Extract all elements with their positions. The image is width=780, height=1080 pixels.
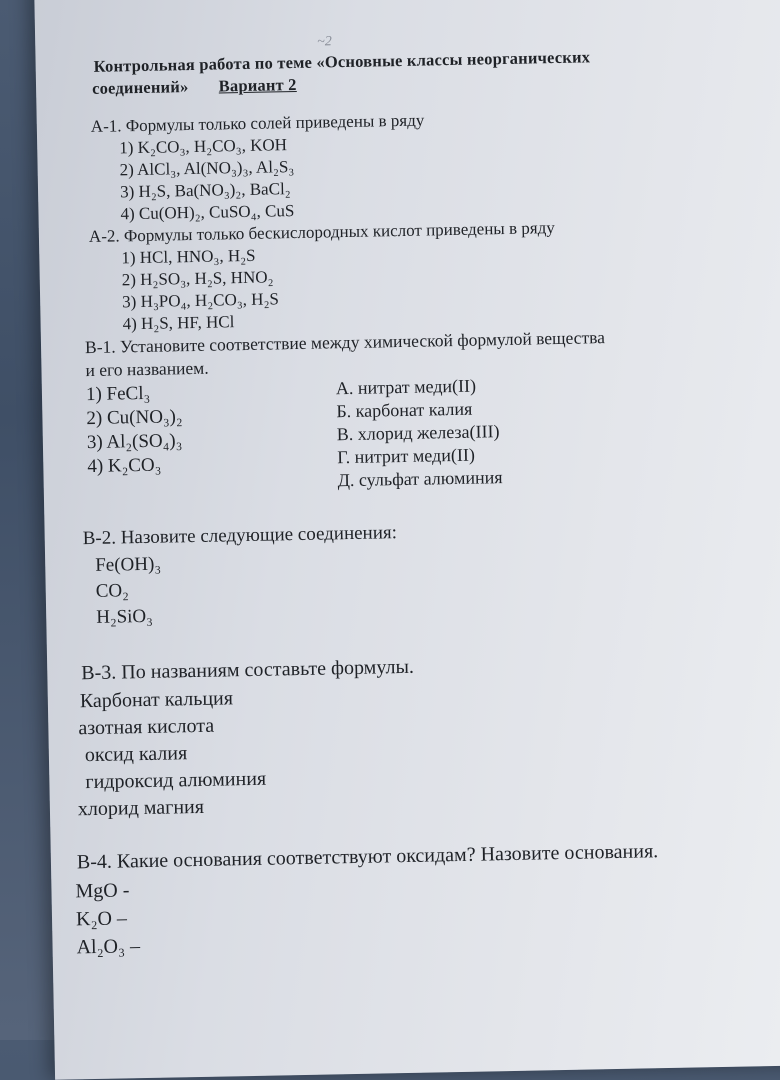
b1-left-4: 4) K₂CO₃ — [87, 454, 162, 478]
b2-question: В-2. Назовите следующие соединения: — [82, 522, 398, 550]
b1-right-b: Б. карбонат калия — [336, 398, 473, 422]
b3-item-4: гидроксид алюминия — [85, 767, 267, 794]
variant-label: Вариант 2 — [218, 74, 297, 96]
b3-item-5: хлорид магния — [77, 795, 205, 821]
b1-right-d: Г. нитрит меди(II) — [337, 444, 476, 468]
b3-item-3: оксид калия — [84, 742, 188, 767]
pencil-scribble: ~2 — [317, 34, 332, 50]
b4-question: В-4. Какие основания соответствуют оксидам? Назовите основания. — [76, 840, 659, 874]
b3-item-2: азотная кислота — [78, 714, 215, 740]
b4-item-3: Al₂O₃ – — [76, 935, 141, 959]
b1-question-line-2: и его названием. — [85, 357, 209, 381]
b2-item-1: Fe(OH)₃ — [95, 553, 162, 576]
b4-item-2: K₂O – — [75, 907, 128, 931]
title-line-2 — [92, 76, 297, 98]
b1-left-1: 1) FeCl₃ — [85, 382, 151, 406]
b1-left-2: 2) Cu(NO₃)₂ — [86, 406, 183, 430]
b2-item-2: CO₂ — [95, 580, 129, 602]
worksheet-paper — [34, 0, 780, 1080]
b2-item-3: H₂SiO₃ — [96, 605, 153, 628]
a1-option-1: 1) K₂CO₃, H₂CO₃, KOH — [119, 135, 288, 158]
a2-option-4: 4) H₂S, HF, HCl — [122, 312, 235, 334]
a1-option-4: 4) Cu(OH)₂, CuSO₄, CuS — [120, 201, 295, 224]
a1-option-2: 2) AlCl₃, Al(NO₃)₃, Al₂S₃ — [119, 157, 295, 180]
b1-right-a: А. нитрат меди(II) — [335, 375, 477, 399]
a2-option-2: 2) H₂SO₃, H₂S, HNO₂ — [121, 267, 274, 290]
b1-left-3: 3) Al₂(SO₄)₃ — [86, 430, 183, 454]
a1-question: А-1. Формулы только солей приведены в ряду — [90, 110, 425, 136]
b3-item-1: Карбонат кальция — [79, 687, 234, 713]
a2-question: А-2. Формулы только бескислородных кислот приведены в ряду — [88, 218, 555, 246]
title-line-2-text: соединений» — [91, 77, 189, 98]
b3-question: В-3. По названиям составьте формулы. — [81, 655, 415, 685]
b1-right-e: Д. сульфат алюминия — [337, 467, 503, 491]
a2-option-1: 1) HCl, HNO₃, H₂S — [121, 245, 256, 268]
a2-option-3: 3) H₃PO₄, H₂CO₃, H₂S — [122, 289, 280, 312]
b1-question-line-1: В-1. Установите соответствие между химической формулой вещества — [84, 327, 606, 358]
title-line-1: Контрольная работа по теме «Основные классы неорганических — [93, 47, 591, 76]
b4-item-1: MgO - — [75, 879, 130, 903]
b1-right-c: В. хлорид железа(III) — [336, 421, 500, 445]
a1-option-3: 3) H₂S, Ba(NO₃)₂, BaCl₂ — [119, 179, 291, 202]
